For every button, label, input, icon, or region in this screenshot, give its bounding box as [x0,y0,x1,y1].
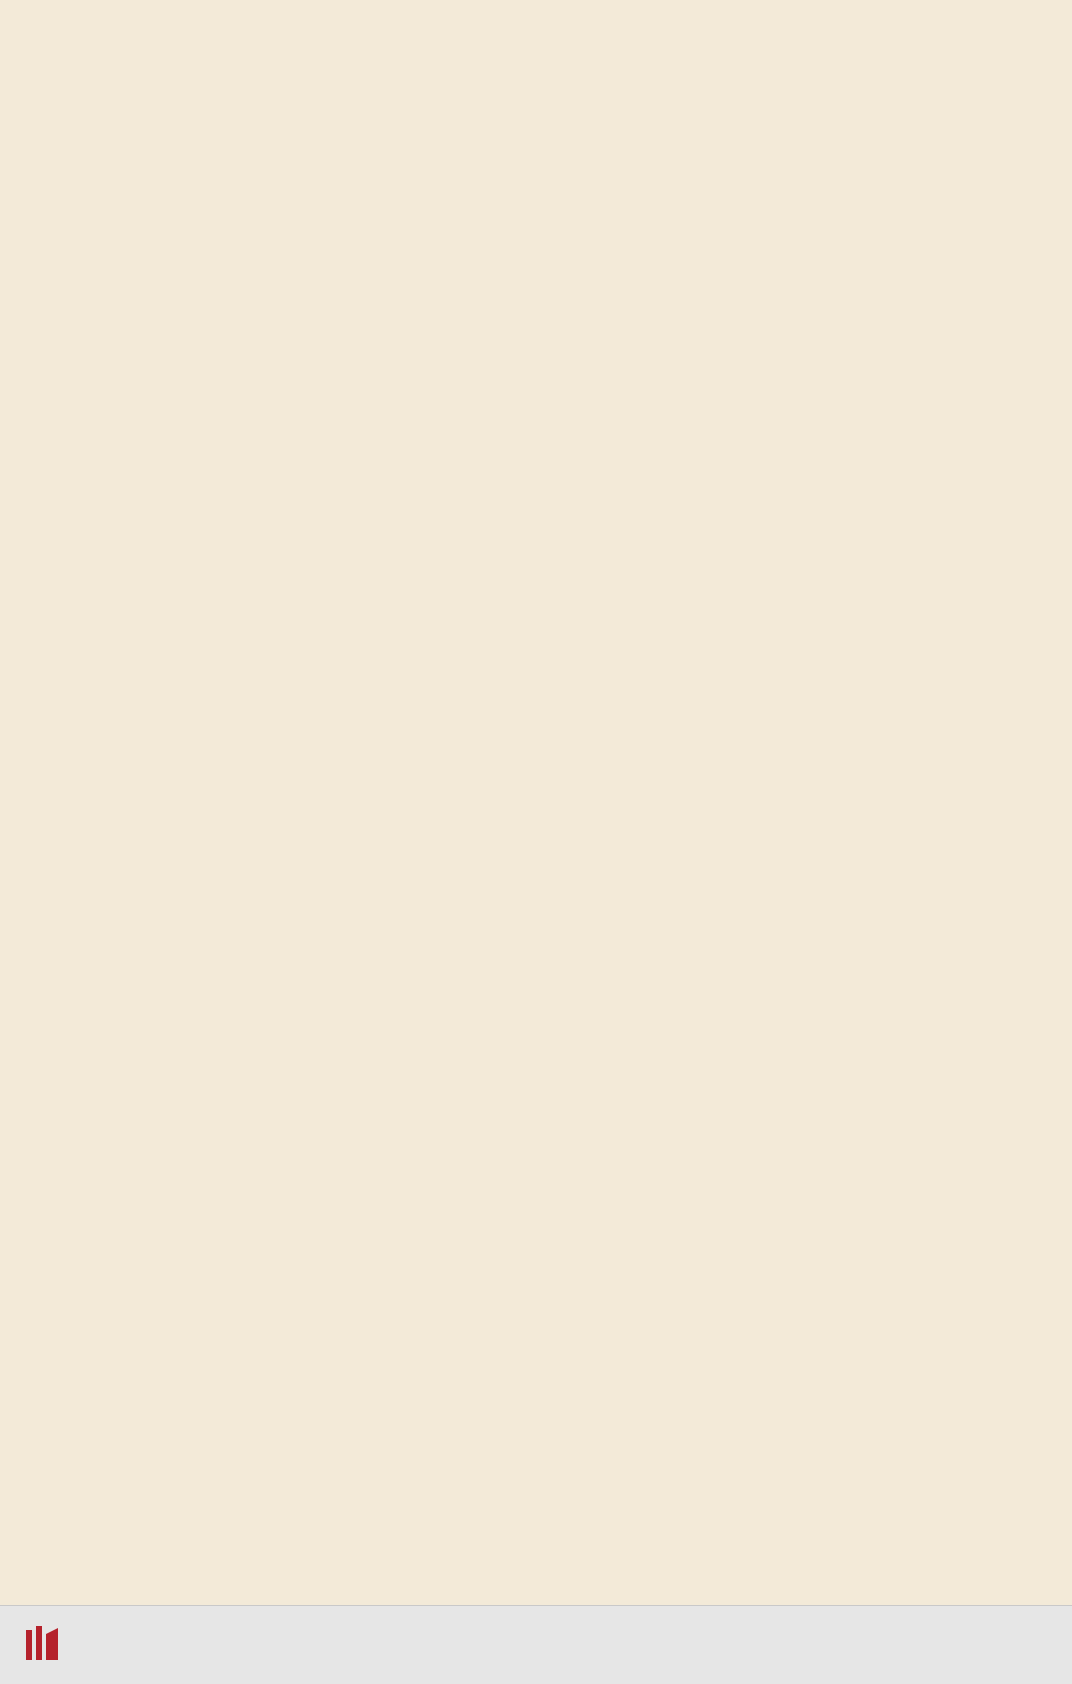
library-logo-icon [24,1624,64,1664]
digitization-footer [0,1605,1072,1684]
drop-cap [72,346,156,464]
